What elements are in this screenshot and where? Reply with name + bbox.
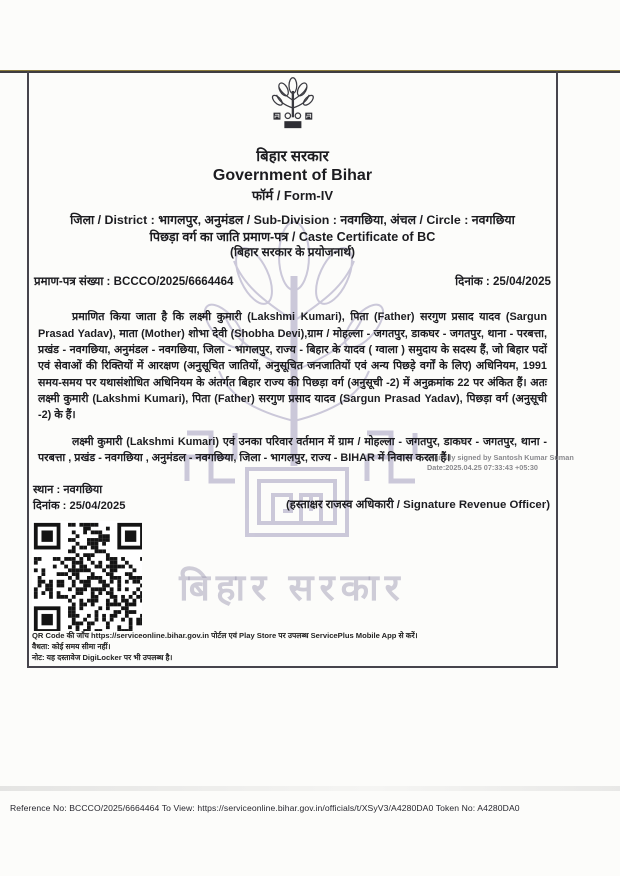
certificate-title: पिछड़ा वर्ग का जाति प्रमाण-पत्र / Caste Certificate of BC — [149, 229, 436, 244]
certificate-number: प्रमाण-पत्र संख्या : BCCCO/2025/6664464 — [34, 275, 234, 289]
org-name-english: Government of Bihar — [212, 167, 373, 184]
digital-signature-line2: Date:2025.04.25 07:33:43 +05:30 — [427, 462, 538, 472]
org-name-hindi: बिहार सरकार — [256, 148, 329, 165]
district-line: जिला / District : भागलपुर, अनुमंडल / Sub-Division : नवगछिया, अंचल / Circle : नवगछिया — [70, 213, 515, 227]
body-paragraph-1: प्रमाणित किया जाता है कि लक्ष्मी कुमारी (Lakshmi Kumari), पिता (Father) सरगुण प्रसाद यादव (Sargun Prasad Yadav), माता (Mother) शोभा देवी (Shobha Devi),ग्राम / मोहल्ला - जगतपुर, डाकघर - जगतपुर, थाना - परबत्ता, प्रखंड - नवगछिया, अनुमंडल - नवगछिया, जिला - भागलपुर, राज्य - बिहार के यादव ( ग्वाला ) समुदाय के सदस्य हैं, जो बिहार पदों एवं सेवाओं की रिक्तियों में आरक्षण (अनुसूचित जातियों, अनुसूचित जनजातियों एवं अन्य पिछड़े वर्गों के लिए) अधिनियम, 1991 समय-समय पर यथासंशोधित अधिनियम के अंतर्गत बिहार राज्य की पिछड़ा वर्ग (अनुसूची -2) में अनुक्रमांक 22 पर अंकित हैं। अतः लक्ष्मी कुमारी (Lakshmi Kumari), पिता (Father) सरगुण प्रसाद यादव (Sargun Prasad Yadav), पिछड़ा वर्ग (अनुसूची -2) के हैं। — [38, 311, 547, 422]
body-paragraph-2: लक्ष्मी कुमारी (Lakshmi Kumari) एवं उनका परिवार वर्तमान में ग्राम / मोहल्ला - जगतपुर, डाकघर - जगतपुर, थाना - परबत्ता , प्रखंड - नवगछिया , अनुमंडल - नवगछिया, जिला - भागलपुर, राज्य - BIHAR में निवास करता हैं। — [38, 435, 547, 465]
digital-signature-line1: Digitally signed by Santosh Kumar Suman — [427, 453, 574, 462]
date-line: दिनांक : 25/04/2025 — [33, 499, 126, 512]
qr-note: QR Code की जाँच https://serviceonline.bihar.gov.in पोर्टल एवं Play Store पर उपलब्ध ServicePlus Mobile App से करें। — [32, 631, 418, 640]
qr-code — [32, 521, 142, 631]
certificate-header — [29, 71, 556, 204]
scan-artifact-streak — [0, 786, 620, 791]
place-line: स्थान : नवगछिया — [33, 484, 103, 496]
purpose-line: (बिहार सरकार के प्रयोजनार्थ) — [229, 245, 356, 260]
footnotes — [32, 630, 553, 663]
watermark-text: बिहार सरकार — [179, 567, 406, 608]
meta-row — [29, 274, 556, 289]
title-block — [29, 213, 556, 260]
form-number: फॉर्म / Form-IV — [251, 188, 334, 203]
validity-note: वैधता: कोई समय सीमा नहीं। — [32, 642, 111, 651]
bihar-government-emblem-icon — [258, 77, 328, 139]
certificate-border-box — [27, 71, 574, 668]
place-date-block — [33, 483, 125, 514]
reference-line: Reference No: BCCCO/2025/6664464 To View: https://serviceonline.bihar.gov.in/officials/t/XSyV3/A4280DA0 Token No: A4280DA0 — [10, 803, 520, 813]
signature-officer-label: (हस्ताक्षर राजस्व अधिकारी / Signature Revenue Officer) — [285, 499, 550, 511]
digilocker-note: नोट: यह दस्तावेज DigiLocker पर भी उपलब्ध है। — [32, 653, 173, 662]
issue-date: दिनांक : 25/04/2025 — [455, 275, 551, 289]
